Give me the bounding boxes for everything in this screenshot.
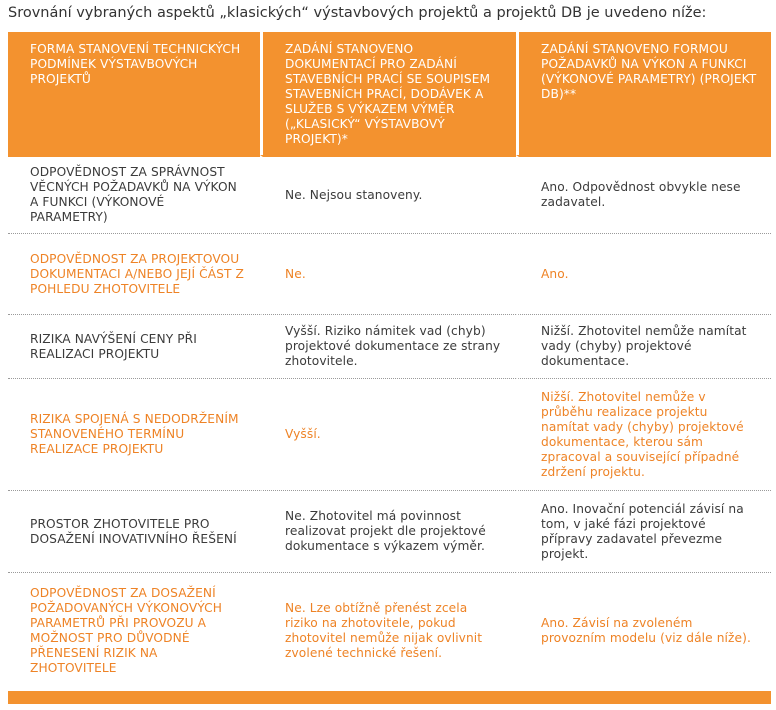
row-classic: Ne. Lze obtížně přenést zcela riziko na zhotovitele, pokud zhotovitel nemůže nijak ovlivnit zvolené technické řešení. bbox=[260, 572, 516, 688]
table-row bbox=[8, 233, 771, 314]
bottom-accent-bar bbox=[8, 691, 771, 704]
row-label: ODPOVĚDNOST ZA DOSAŽENÍ POŽADOVANÝCH VÝKONOVÝCH PARAMETRŮ PŘI PROVOZU A MOŽNOST PRO DŮVODNÉ PŘENESENÍ RIZIK NA ZHOTOVITELE bbox=[8, 572, 260, 688]
row-classic: Ne. Zhotovitel má povinnost realizovat projekt dle projektové dokumentace s výkazem výměr. bbox=[260, 490, 516, 572]
row-label: RIZIKA NAVÝŠENÍ CENY PŘI REALIZACI PROJEKTU bbox=[8, 314, 260, 378]
table-row bbox=[8, 378, 771, 490]
table-header-row bbox=[8, 32, 771, 155]
row-label: RIZIKA SPOJENÁ S NEDODRŽENÍM STANOVENÉHO TERMÍNU REALIZACE PROJEKTU bbox=[8, 378, 260, 490]
row-db: Ano. bbox=[516, 233, 771, 314]
intro-text: Srovnání vybraných aspektů „klasických“ výstavbových projektů a projektů DB je uvedeno níže: bbox=[8, 5, 707, 21]
row-classic: Vyšší. bbox=[260, 378, 516, 490]
header-classic: ZADÁNÍ STANOVENO DOKUMENTACÍ PRO ZADÁNÍ STAVEBNÍCH PRACÍ SE SOUPISEM STAVEBNÍCH PRACÍ, DODÁVEK A SLUŽEB S VÝKAZEM VÝMĚR („KLASICKÝ“ VÝSTAVBOVÝ PROJEKT)* bbox=[260, 32, 516, 155]
row-db: Ano. Závisí na zvoleném provozním modelu (viz dále níže). bbox=[516, 572, 771, 688]
header-form: FORMA STANOVENÍ TECHNICKÝCH PODMÍNEK VÝSTAVBOVÝCH PROJEKTŮ bbox=[8, 32, 260, 155]
comparison-table bbox=[8, 32, 771, 688]
table-row bbox=[8, 572, 771, 688]
table-row bbox=[8, 155, 771, 233]
row-label: ODPOVĚDNOST ZA SPRÁVNOST VĚCNÝCH POŽADAVKŮ NA VÝKON A FUNKCI (VÝKONOVÉ PARAMETRY) bbox=[8, 155, 260, 233]
row-db: Nižší. Zhotovitel nemůže namítat vady (chyby) projektové dokumentace. bbox=[516, 314, 771, 378]
table-row bbox=[8, 490, 771, 572]
row-classic: Ne. bbox=[260, 233, 516, 314]
header-db: ZADÁNÍ STANOVENO FORMOU POŽADAVKŮ NA VÝKON A FUNKCI (VÝKONOVÉ PARAMETRY) (PROJEKT DB)** bbox=[516, 32, 771, 155]
row-label: ODPOVĚDNOST ZA PROJEKTOVOU DOKUMENTACI A/NEBO JEJÍ ČÁST Z POHLEDU ZHOTOVITELE bbox=[8, 233, 260, 314]
table-row bbox=[8, 314, 771, 378]
row-db: Ano. Odpovědnost obvykle nese zadavatel. bbox=[516, 155, 771, 233]
row-db: Nižší. Zhotovitel nemůže v průběhu realizace projektu namítat vady (chyby) projektové dokumentace, kterou sám zpracoval a související případné zdržení projektu. bbox=[516, 378, 771, 490]
row-classic: Ne. Nejsou stanoveny. bbox=[260, 155, 516, 233]
row-label: PROSTOR ZHOTOVITELE PRO DOSAŽENÍ INOVATIVNÍHO ŘEŠENÍ bbox=[8, 490, 260, 572]
row-db: Ano. Inovační potenciál závisí na tom, v jaké fázi projektové přípravy zadavatel převezme projekt. bbox=[516, 490, 771, 572]
row-classic: Vyšší. Riziko námitek vad (chyb) projektové dokumentace ze strany zhotovitele. bbox=[260, 314, 516, 378]
